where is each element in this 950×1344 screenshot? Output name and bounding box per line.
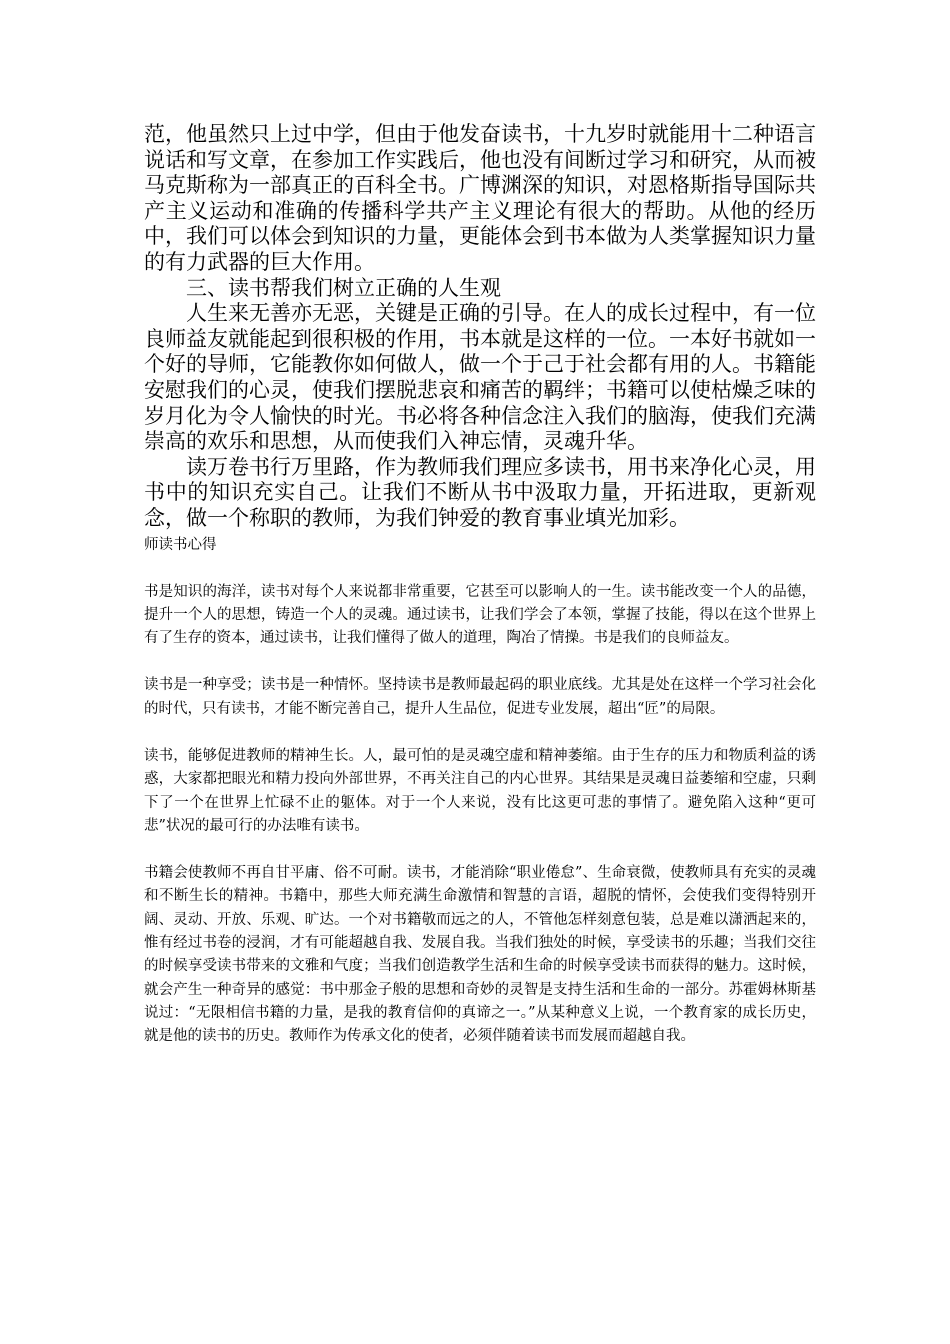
- article-title: 师读书心得: [144, 536, 217, 553]
- paragraph-knowledge-ocean: 书是知识的海洋，读书对每个人来说都非常重要，它甚至可以影响人的一生。读书能改变一个人的品德，提升一个人的思想，铸造一个人的灵魂。通过读书，让我们学会了本领，掌握了技能，得以在这个世界上有了生存的资本，通过读书，让我们懂得了做人的道理，陶冶了情操。书是我们的良师益友。: [144, 583, 816, 647]
- paragraph-spiritual-growth: 读书，能够促进教师的精神生长。人，最可怕的是灵魂空虚和精神萎缩。由于生存的压力和物质利益的诱惑，大家都把眼光和精力投向外部世界，不再关注自己的内心世界。其结果是灵魂日益萎缩和空虚，只剩下了一个在世界上忙碌不止的躯体。对于一个人来说，没有比这更可悲的事情了。避免陷入这种“更可悲”状况的最可行的办法唯有读书。: [144, 747, 816, 834]
- paragraph-life-guidance: 人生来无善亦无恶，关键是正确的引导。在人的成长过程中，有一位良师益友就能起到很积极的作用，书本就是这样的一位。一本好书就如一个好的导师，它能教你如何做人，做一个于己于社会都有用的人。书籍能安慰我们的心灵，使我们摆脱悲哀和痛苦的羁绊；书籍可以使枯燥乏味的岁月化为令人愉快的时光。书必将各种信念注入我们的脑海，使我们充满崇高的欢乐和思想，从而使我们入神忘情，灵魂升华。: [144, 301, 816, 454]
- section-heading-life-view: 三、读书帮我们树立正确的人生观: [186, 275, 501, 300]
- document-page: [144, 122, 816, 1049]
- paragraph-closing: 读万卷书行万里路，作为教师我们理应多读书，用书来净化心灵，用书中的知识充实自己。让我们不断从书中汲取力量，开拓进取，更新观念，做一个称职的教师，为我们钟爱的教育事业填光加彩。: [144, 454, 816, 530]
- paragraph-books-transform-teachers: 书籍会使教师不再自甘平庸、俗不可耐。读书，才能消除“职业倦怠”、生命衰微，使教师具有充实的灵魂和不断生长的精神。书籍中，那些大师充满生命激情和智慧的言语，超脱的情怀，会使我们变得特别开阔、灵动、开放、乐观、旷达。一个对书籍敬而远之的人，不管他怎样刻意包装，总是难以潇洒起来的，惟有经过书卷的浸润，才有可能超越自我、发展自我。当我们独处的时候，享受读书的乐趣；当我们交往的时候享受读书带来的文雅和气度；当我们创造教学生活和生命的时候享受读书而获得的魅力。这时候，就会产生一种奇异的感觉：书中那金子般的思想和奇妙的灵智是支持生活和生命的一部分。苏霍姆林斯基说过：“无限相信书籍的力量，是我的教育信仰的真谛之一。”从某种意义上说，一个教育家的成长历史，就是他的读书的历史。教师作为传承文化的使者，必须伴随着读书而发展而超越自我。: [144, 865, 816, 1045]
- paragraph-engels-continued: 范，他虽然只上过中学，但由于他发奋读书，十九岁时就能用十二种语言说话和写文章，在参加工作实践后，他也没有间断过学习和研究，从而被马克斯称为一部真正的百科全书。广博渊深的知识，对恩格斯指导国际共产主义运动和准确的传播科学共产主义理论有很大的帮助。从他的经历中，我们可以体会到知识的力量，更能体会到书本做为人类掌握知识力量的有力武器的巨大作用。: [144, 122, 816, 274]
- paragraph-reading-enjoyment: 读书是一种享受；读书是一种情怀。坚持读书是教师最起码的职业底线。尤其是处在这样一个学习社会化的时代，只有读书，才能不断完善自己，提升人生品位，促进专业发展，超出“匠”的局限。: [144, 677, 816, 717]
